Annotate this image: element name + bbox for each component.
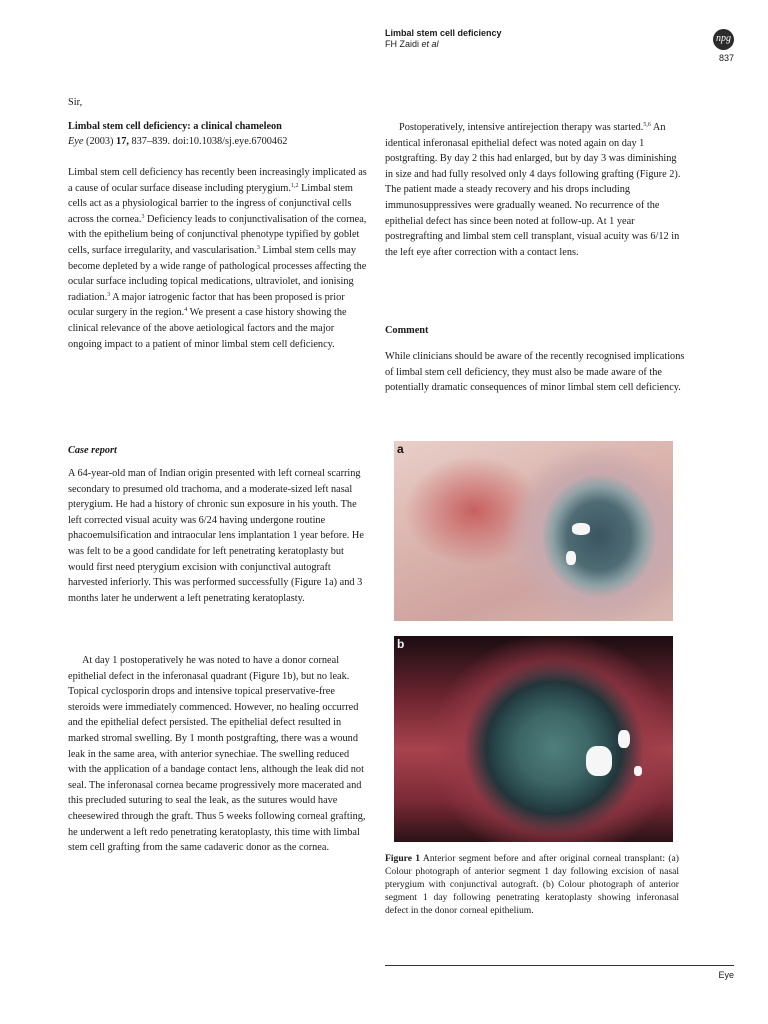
comment-paragraph (385, 349, 685, 396)
footer-divider (385, 965, 734, 966)
figure-1a-photo (394, 441, 673, 621)
intro-text: Limbal stem cell deficiency has recently been increasingly implicated as a cause of ocular surface disease including pterygium. (68, 167, 367, 194)
running-head (385, 28, 502, 50)
running-head-etal: et al (421, 39, 439, 49)
page-number: 837 (718, 53, 734, 63)
corneal-reflection (634, 766, 642, 776)
journal-name: Eye (718, 970, 734, 980)
case-report-paragraph-2 (68, 653, 368, 856)
running-head-authors (385, 39, 502, 50)
citation (68, 136, 287, 147)
intro-text: Limbal stem cells act as a physiological barrier to the ingress of conjunctival cells across the cornea. (68, 182, 353, 225)
reference-marker: 5,6 (643, 122, 651, 128)
running-head-author: FH Zaidi (385, 39, 420, 49)
figure-panel-label-a: a (397, 442, 404, 456)
citation-volume: 17, (116, 136, 129, 147)
case-report-paragraph-1 (68, 466, 368, 606)
case-report-text: At day 1 postoperatively he was noted to have a donor corneal epithelial defect in the inferonasal quadrant (Figure 1b), but no leak. Topical cyclosporin drops and intensive topical preservative-free steroids were immediately commenced. However, no healing occurred and the epithelial defect persisted. The epithelial defect resulted in marked stromal swelling. By 1 month postgrafting, there was a wound leak in the same area, with anterior synechiae. The swelling reduced with the application of a bandage contact lens, although the leak did not seal. The inferonasal cornea became progressively more macerated and this precluded suturing to seal the leak, as the sutures would have cheesewired through the graft. Thus 5 weeks following corneal grafting, he underwent a left redo penetrating keratoplasty, this time with limbal stem cell grafting from the same cadaveric donor as the cornea. (68, 655, 366, 854)
figure-panel-label-b: b (397, 637, 405, 651)
citation-year: (2003) (83, 136, 117, 147)
citation-journal: Eye (68, 136, 84, 147)
case-report-heading: Case report (68, 445, 117, 456)
figure-caption-label: Figure 1 (385, 853, 421, 864)
salutation: Sir, (68, 97, 83, 108)
intro-paragraph (68, 165, 368, 352)
intro-text: Deficiency leads to conjunctivalisation of the cornea, with the epithelium being of conjunctival phenotype typified by goblet cells, surface irregularity, and vascularisation. (68, 213, 367, 256)
letter-title: Limbal stem cell deficiency: a clinical chameleon (68, 121, 282, 132)
figure-caption-text: Anterior segment before and after original corneal transplant: (a) Colour photograph of anterior segment 1 day following excision of nasal pterygium with conjunctival autograft. (b) Colour photograph of anterior segment 1 day following penetrating keratoplasty showing inferonasal defect in the donor corneal epithelium. (385, 853, 679, 916)
reference-marker: 1,2 (291, 182, 299, 189)
figure-1b-photo (394, 636, 673, 842)
corneal-reflection (572, 523, 590, 535)
figure-1-caption (385, 852, 679, 917)
case-report-text: A 64-year-old man of Indian origin presented with left corneal scarring secondary to presumed old trachoma, and a moderate-sized left nasal pterygium. He had a history of chronic sun exposure in his youth. The left corrected visual acuity was 6/24 having undergone routine phacoemulsification and intraocular lens implantation 1 year before. He was felt to be a good candidate for left penetrating keratoplasty but would first need pterygium excision with conjunctival autograft harvested inferiorly. This was performed successfully (Figure 1a) and 3 months later he underwent a left penetrating keratoplasty. (68, 468, 364, 604)
comment-text: While clinicians should be aware of the recently recognised implications of limbal stem cell deficiency, they must also be made aware of the potentially dramatic consequences of minor limbal stem cell deficiency. (385, 351, 685, 394)
comment-heading: Comment (385, 325, 429, 336)
corneal-reflection (618, 730, 630, 748)
citation-pages-doi: 837–839. doi:10.1038/sj.eye.6700462 (128, 136, 288, 147)
postoperative-text: An identical inferonasal epithelial defect was noted again on day 1 postgrafting. By day 2 this had enlarged, but by day 3 was diminishing in size and had fully resolved only 4 days following grafting (Figure 2). The patient made a steady recovery and his drops including immunosuppressives were gradually weaned. No recurrence of the epithelial defect has since been noted at follow-up. At 1 year postregrafting and limbal stem cell transplant, visual acuity was 6/12 in the left eye after correction with a contact lens. (385, 122, 681, 258)
intro-text: A major iatrogenic factor that has been proposed is prior ocular surgery in the region. (68, 291, 345, 319)
intro-text: We present a case history showing the clinical relevance of the above aetiological factors and the major ongoing impact to a patient of minor limbal stem cell deficiency. (68, 307, 347, 350)
reference-marker: 3 (107, 291, 111, 298)
npg-logo: npg (713, 29, 734, 50)
corneal-reflection (566, 551, 576, 565)
running-head-title: Limbal stem cell deficiency (385, 28, 502, 38)
reference-marker: 4 (184, 307, 188, 314)
reference-marker: 3 (256, 244, 260, 251)
postoperative-paragraph (385, 120, 685, 260)
intro-text: Limbal stem cells may become depleted by a wide range of pathological processes affecting the ocular surface including topical medications, ultraviolet, and ionising radiation. (68, 244, 367, 303)
postoperative-text: Postoperatively, intensive antirejection therapy was started. (399, 122, 644, 133)
corneal-reflection (586, 746, 612, 776)
reference-marker: 3 (141, 213, 145, 220)
